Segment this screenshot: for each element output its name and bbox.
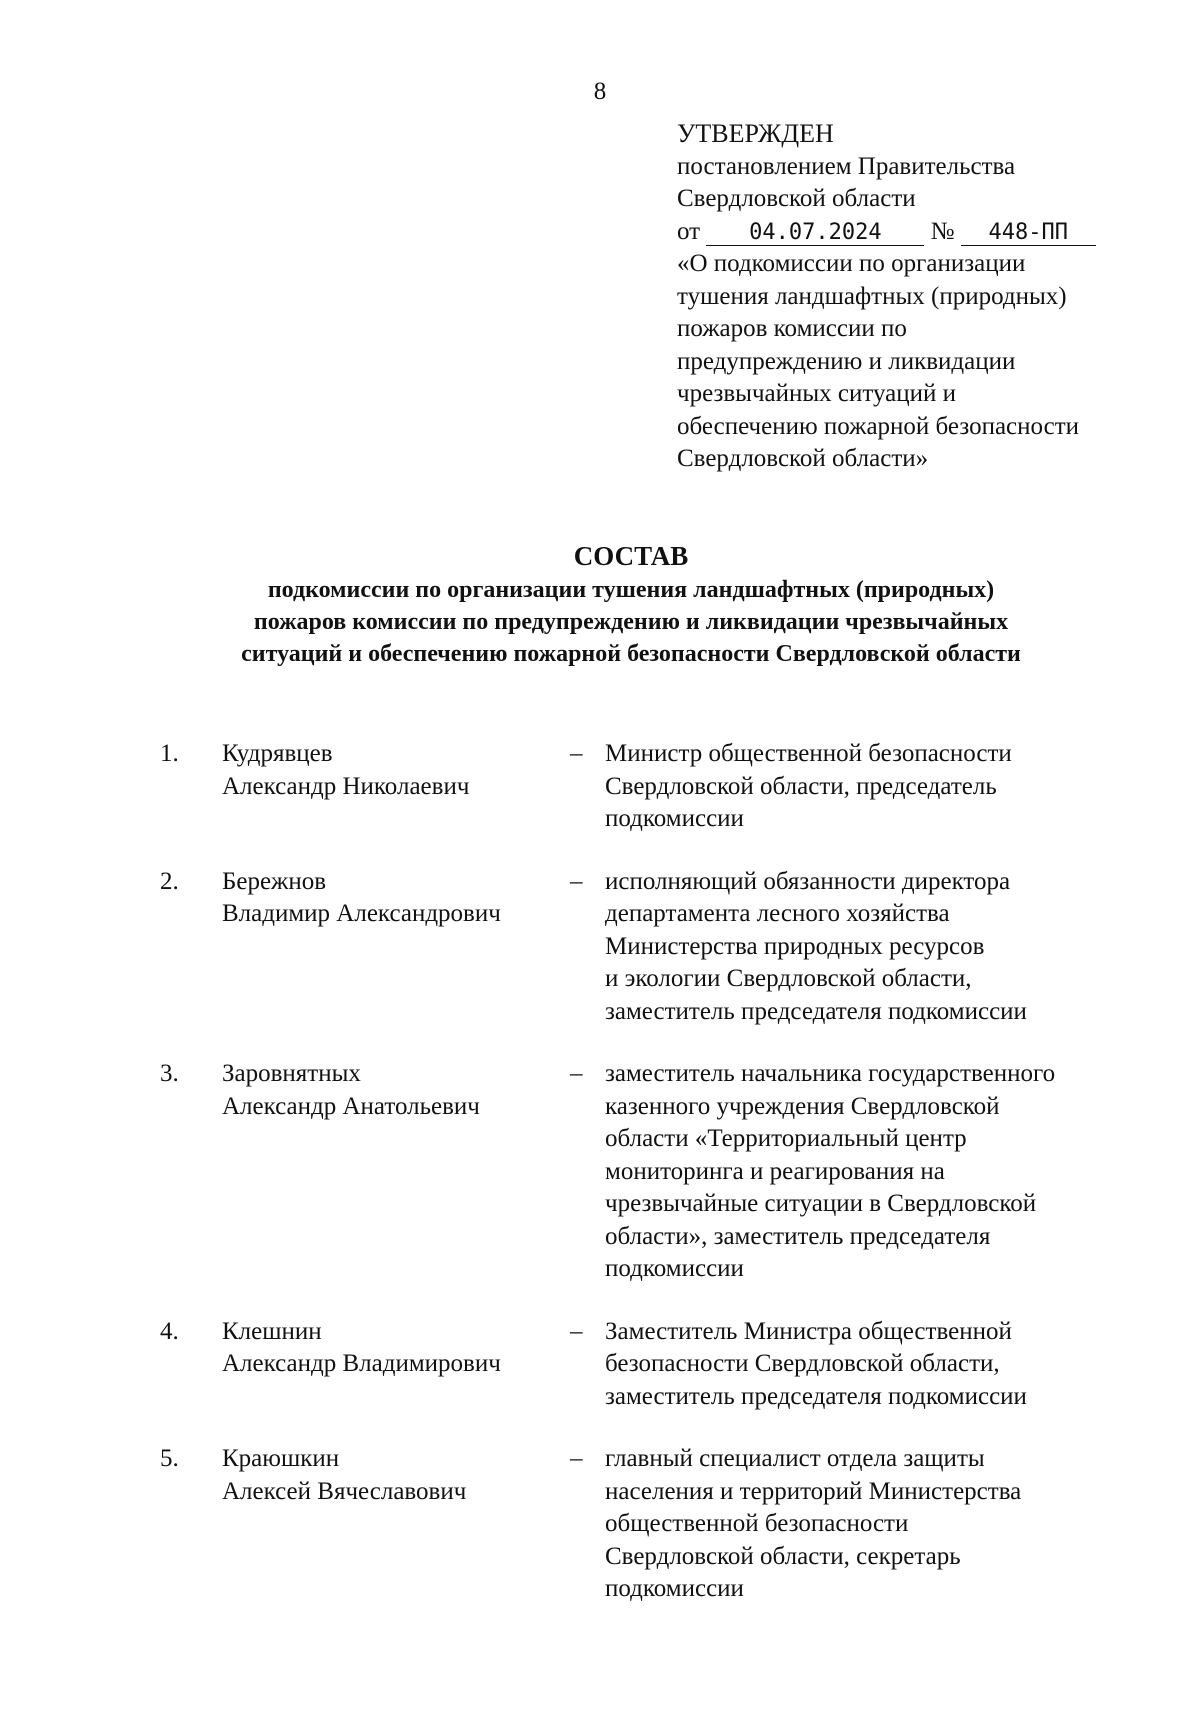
role-line: заместитель начальника государственного <box>605 1060 1056 1087</box>
member-dash: – <box>570 867 583 895</box>
member-name <box>222 1058 582 1123</box>
member-dash: – <box>570 1445 583 1472</box>
decree-title-line: Свердловской области» <box>677 445 929 472</box>
member-role <box>605 866 1125 1029</box>
member-given-names: Александр Владимирович <box>222 1350 501 1377</box>
decree-title-line: предупреждению и ликвидации <box>677 347 1016 375</box>
approval-line-2: Свердловской области <box>677 185 916 212</box>
member-name <box>222 1443 582 1508</box>
page-number: 8 <box>593 78 607 105</box>
member-given-names: Александр Анатольевич <box>222 1092 480 1120</box>
role-line: департамента лесного хозяйства <box>605 900 950 927</box>
member-dash: – <box>570 1317 583 1345</box>
title-main: СОСТАВ <box>573 541 689 571</box>
role-line: подкомиссии <box>605 1575 744 1602</box>
member-role <box>605 1316 1125 1414</box>
member-name <box>222 1316 582 1381</box>
member-entry <box>160 866 1160 1029</box>
role-line: подкомиссии <box>605 1255 744 1282</box>
member-role <box>605 1443 1125 1606</box>
role-line: главный специалист отдела защиты <box>605 1445 985 1472</box>
member-surname: Краюшкин <box>222 1445 340 1472</box>
member-given-names: Александр Николаевич <box>222 772 470 800</box>
role-line: Министр общественной безопасности <box>605 740 1012 767</box>
decree-date: 04.07.2024 <box>706 221 924 246</box>
role-line: Заместитель Министра общественной <box>605 1317 1012 1345</box>
role-line: заместитель председателя подкомиссии <box>605 1382 1027 1410</box>
role-line: чрезвычайные ситуации в Свердловской <box>605 1190 1037 1217</box>
number-prefix: № <box>930 217 955 245</box>
member-given-names: Владимир Александрович <box>222 900 501 927</box>
member-name <box>222 866 582 931</box>
decree-title-line: тушения ландшафтных (природных) <box>677 282 1067 310</box>
role-line: области «Территориальный центр <box>605 1125 967 1152</box>
members-list <box>160 738 1160 1636</box>
decree-title-line: пожаров комиссии по <box>677 315 907 342</box>
member-number: 4. <box>160 1317 179 1345</box>
member-entry <box>160 1443 1160 1606</box>
member-dash: – <box>570 1060 583 1087</box>
role-line: казенного учреждения Свердловской <box>605 1092 1000 1120</box>
decree-title-line: чрезвычайных ситуаций и <box>677 380 957 407</box>
role-line: мониторинга и реагирования на <box>605 1157 945 1185</box>
approval-line-1: постановлением Правительства <box>677 152 1016 180</box>
member-surname: Клешнин <box>222 1317 322 1345</box>
member-number: 3. <box>160 1060 179 1087</box>
member-entry <box>160 1058 1160 1286</box>
role-line: безопасности Свердловской области, <box>605 1350 1000 1377</box>
role-line: и экологии Свердловской области, <box>605 965 972 992</box>
title-line: ситуаций и обеспечению пожарной безопасности Свердловской области <box>241 641 1021 667</box>
decree-number: 448-ПП <box>961 221 1096 246</box>
member-number: 2. <box>160 867 179 895</box>
member-role <box>605 738 1125 836</box>
role-line: общественной безопасности <box>605 1510 909 1537</box>
role-line: области», заместитель председателя <box>605 1222 991 1250</box>
member-surname: Кудрявцев <box>222 740 333 767</box>
member-dash: – <box>570 740 583 767</box>
approved-heading: УТВЕРЖДЕН <box>677 119 834 148</box>
member-role <box>605 1058 1125 1286</box>
role-line: Свердловской области, секретарь <box>605 1542 961 1570</box>
role-line: Свердловской области, председатель <box>605 772 997 800</box>
member-given-names: Алексей Вячеславович <box>222 1477 467 1505</box>
member-entry <box>160 738 1160 836</box>
date-prefix: от <box>677 217 701 245</box>
approval-stamp <box>677 118 1157 476</box>
decree-title-line: обеспечению пожарной безопасности <box>677 412 1080 440</box>
title-line: пожаров комиссии по предупреждению и ликвидации чрезвычайных <box>253 609 1009 635</box>
title-line: подкомиссии по организации тушения ландшафтных (природных) <box>267 577 995 603</box>
member-number: 5. <box>160 1445 179 1472</box>
member-surname: Бережнов <box>222 867 327 895</box>
decree-title-line: «О подкомиссии по организации <box>677 250 1026 277</box>
member-name <box>222 738 582 803</box>
role-line: заместитель председателя подкомиссии <box>605 997 1027 1025</box>
document-title <box>0 540 1200 670</box>
role-line: подкомиссии <box>605 805 744 832</box>
role-line: населения и территорий Министерства <box>605 1477 1022 1505</box>
role-line: исполняющий обязанности директора <box>605 867 1011 895</box>
member-number: 1. <box>160 740 179 767</box>
role-line: Министерства природных ресурсов <box>605 932 985 960</box>
approval-date-line <box>677 216 1157 249</box>
member-entry <box>160 1316 1160 1414</box>
member-surname: Заровнятных <box>222 1060 361 1087</box>
